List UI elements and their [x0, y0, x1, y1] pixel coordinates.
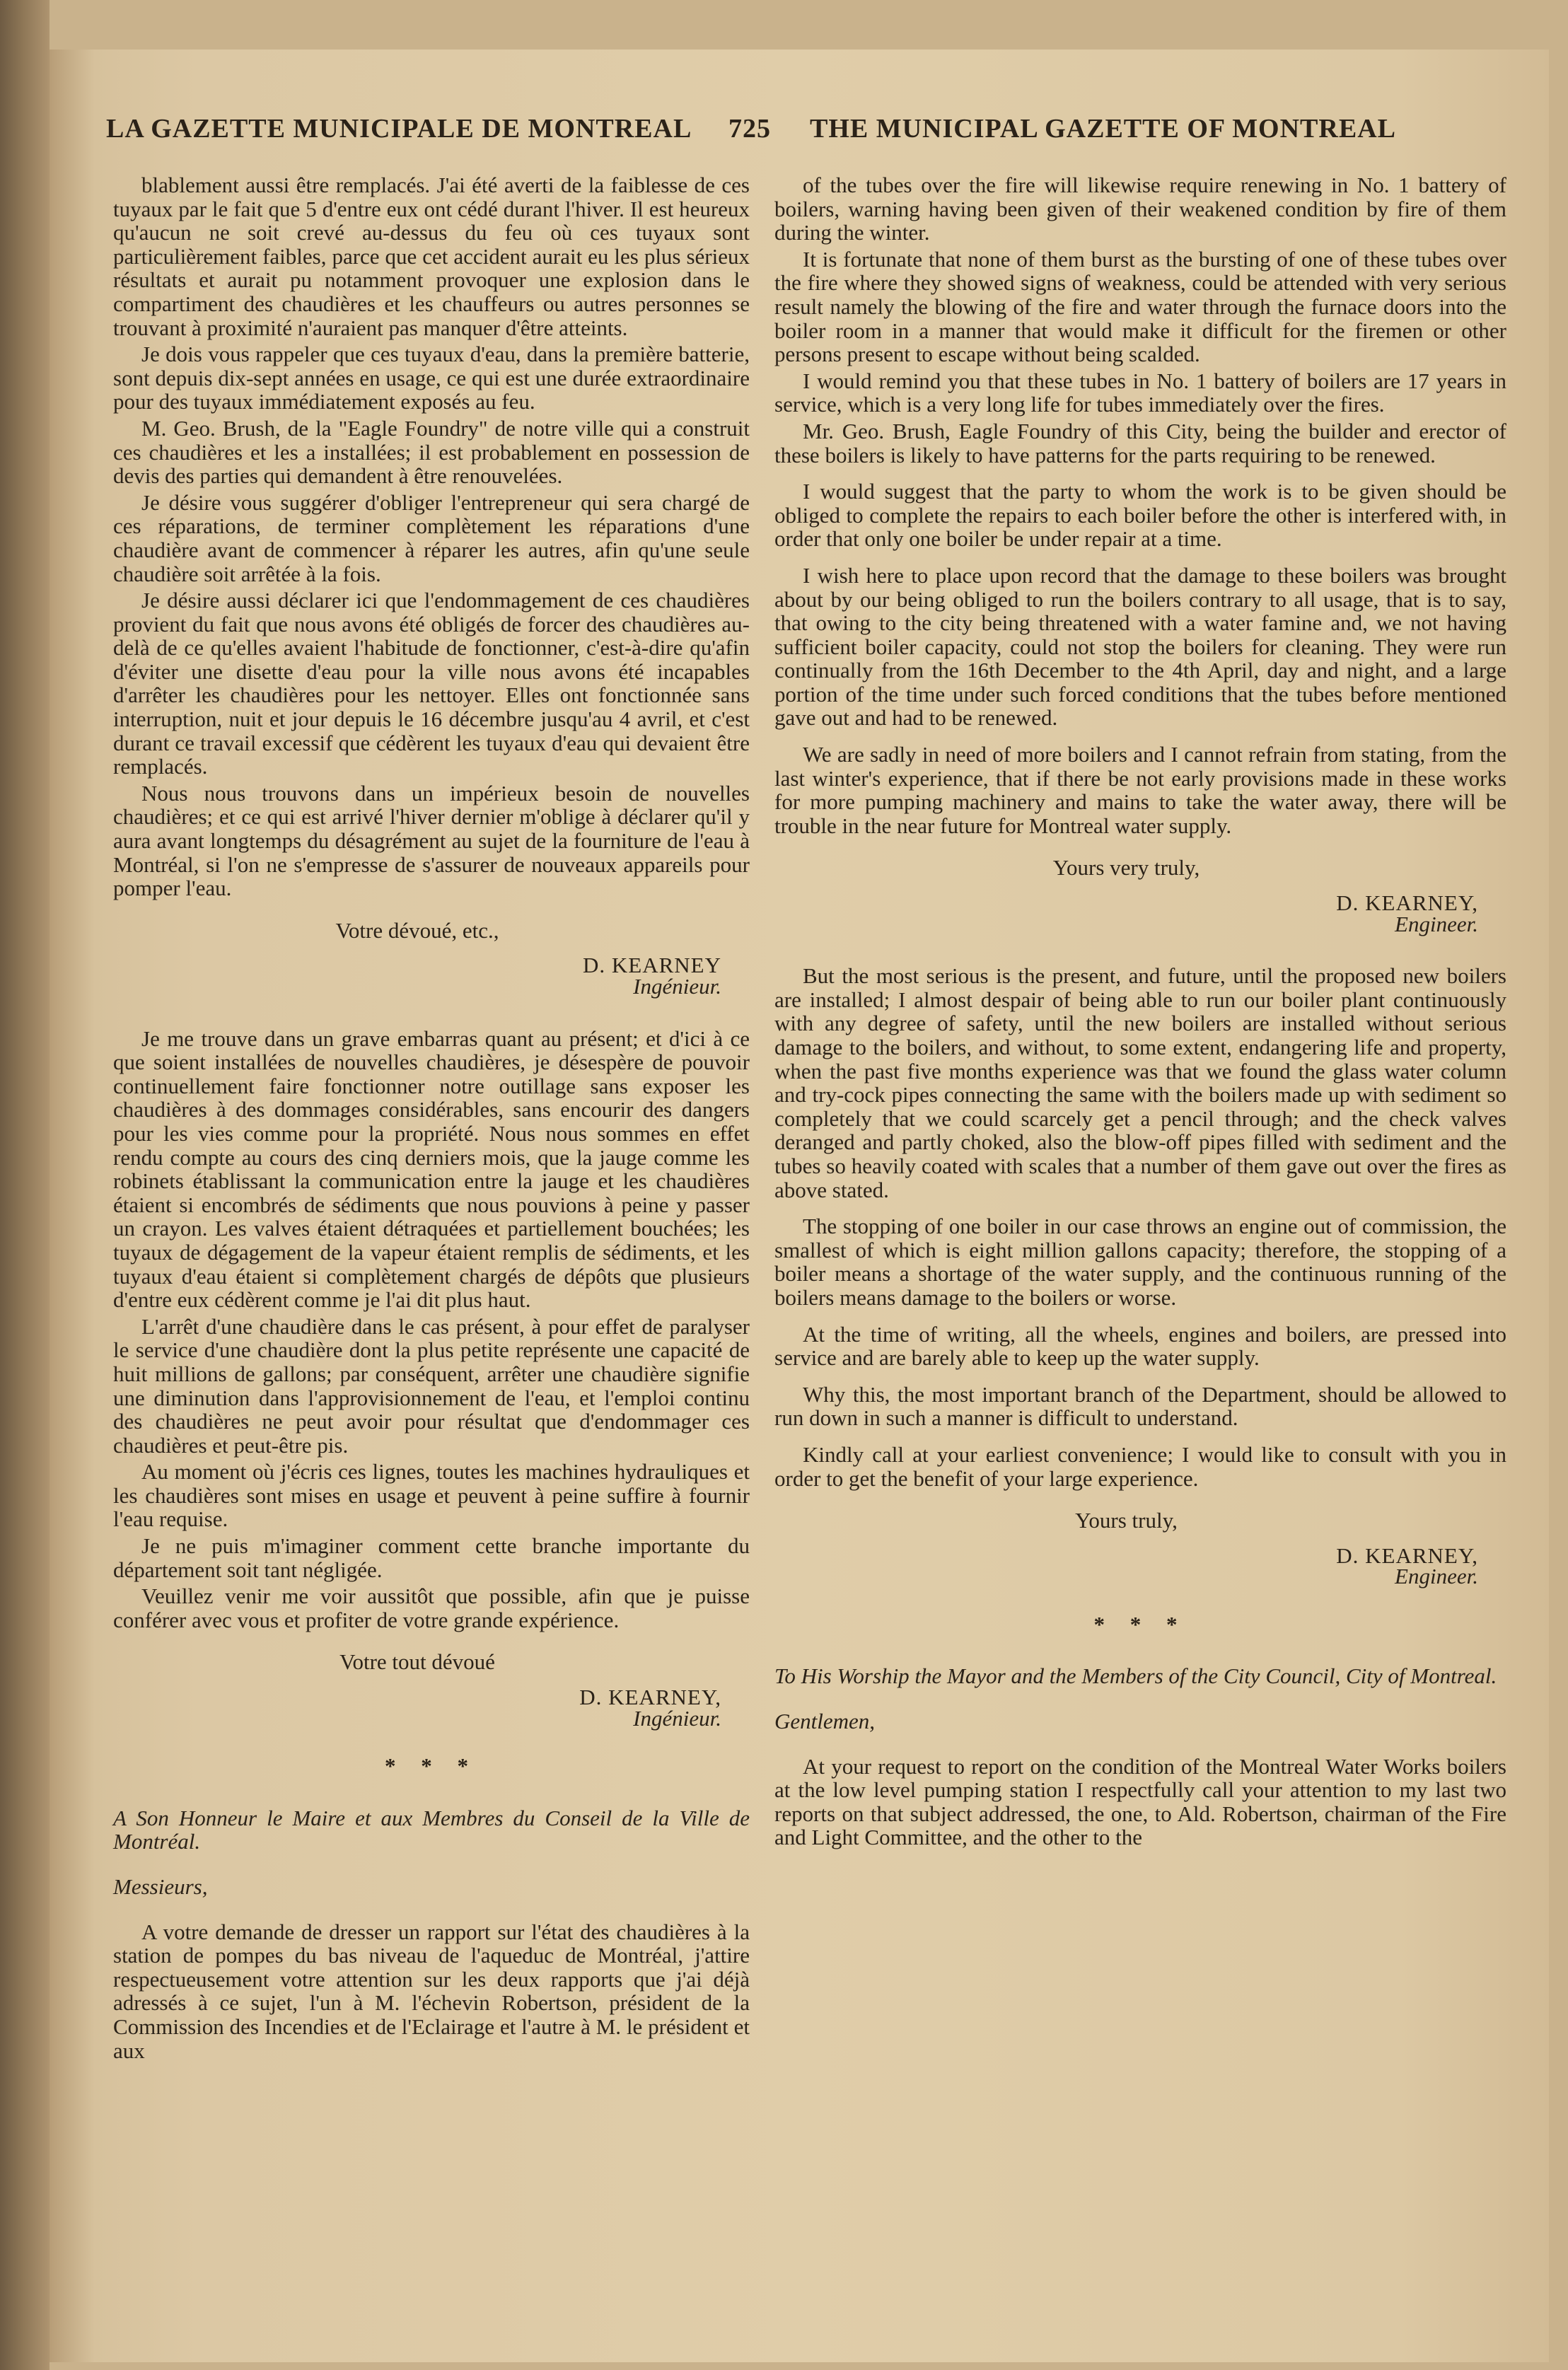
- paragraph: Je me trouve dans un grave embarras quant au présent; et d'ici à ce que soient installées de nouvelles chaudières, je désespère de pouvoir continuellement faire fonctionner notre outillage sans exposer les chaudières à des dommages considérables, sans encourir des dangers pour les vies comme pour la propriété. Nous nous sommes en effet rendu compte au cours des cinq derniers mois, que la jauge comme les robinets établissant la communication entre la jauge et les chaudières étaient si encombrés de sédiments que nous pouvions à peine y passer un crayon. Les valves étaient détraquées et partiellement bouchées; les tuyaux de dégagement de la vapeur étaient remplis de sédiments, et les tuyaux d'eau étaient si complètement chargés de dépôts que plusieurs d'entre eux cédèrent comme je l'ai dit plus haut.: [113, 1026, 750, 1313]
- book-gutter: [0, 0, 50, 2370]
- paragraph: The stopping of one boiler in our case throws an engine out of commission, the smallest of which is eight million gallons capacity; therefore, the stopping of a boiler means a shortage of the water supply, and the continuous running of the boilers means damage to the boilers or worse.: [774, 1214, 1506, 1310]
- paragraph: But the most serious is the present, and future, until the proposed new boilers are installed; I almost despair of being able to run our boiler plant continuously with any degree of safety, until the new boilers are installed without serious damage to the boilers, and without, to some extent, endangering life and property, when the past five months experience was that we found the glass water column and try-cock pipes connecting the same with the boilers made up with sediment so completely that we could scarcely get a pencil through; and the check valves deranged and partly choked, also the blow-off pipes filled with sediment and the tubes so heavily coated with scales that a number of them gave out over the fires as above stated.: [774, 963, 1506, 1202]
- paragraph: At the time of writing, all the wheels, engines and boilers, are pressed into service and are barely able to keep up the water supply.: [774, 1321, 1506, 1371]
- english-column: [774, 173, 1506, 1852]
- signature-name: D. KEARNEY: [583, 953, 721, 978]
- paragraph: Mr. Geo. Brush, Eagle Foundry of this City, being the builder and erector of these boilers is likely to have patterns for the parts requiring to be renewed.: [774, 418, 1506, 467]
- paragraph: A votre demande de dresser un rapport sur l'état des chaudières à la station de pompes du bas niveau de l'aqueduc de Montréal, j'attire respectueusement votre attention sur les deux rapports que j'ai déjà adressés à ce sujet, l'un à M. l'échevin Robertson, président de la Commission des Incendies et de l'Eclairage et l'autre à M. le président et aux: [113, 1919, 750, 2063]
- letter-address: To His Worship the Mayor and the Members of the City Council, City of Montreal.: [774, 1663, 1497, 1689]
- header-title-french: LA GAZETTE MUNICIPALE DE MONTREAL: [106, 114, 692, 144]
- paragraph: We are sadly in need of more boilers and I cannot refrain from stating, from the last winter's experience, that if there be not early provisions made in these works for more pumping machinery and mains to take the water away, there will be trouble in the near future for Montreal water supply.: [774, 742, 1506, 838]
- paragraph: L'arrêt d'une chaudière dans le cas présent, à pour effet de paralyser le service d'une chaudière dont la plus petite représente une capacité de huit millions de gallons; par conséquent, arrêter une chaudière signifie une diminution dans l'approvisionnement de l'eau, et l'emploi continu des chaudières ne peut avoir pour résultat que d'endommager ces chaudières et peut-être pis.: [113, 1313, 750, 1458]
- paragraph: M. Geo. Brush, de la "Eagle Foundry" de notre ville qui a construit ces chaudières et les a installées; il est probablement en possession de devis des parties qui demandent à être renouvelées.: [113, 415, 750, 489]
- paragraph: Je désire aussi déclarer ici que l'endommagement de ces chaudières provient du fait que nous avons été obligés de forcer des chaudières au-delà de ce qu'elles avaient l'habitude de fonctionner, c'est-à-dire qu'afin d'éviter une disette d'eau pour la ville nous avons été incapables d'arrêter les chaudières pour les nettoyer. Elles ont fonctionnée sans interruption, nuit et jour depuis le 16 décembre jusqu'au 4 avril, et c'est durant ce travail excessif que cédèrent les tuyaux d'eau qui devaient être remplacés.: [113, 588, 750, 779]
- closing: Yours truly,: [1075, 1508, 1178, 1533]
- paragraph: Kindly call at your earliest convenience; I would like to consult with you in order to get the benefit of your large experience.: [774, 1441, 1506, 1491]
- section-divider: * * *: [385, 1753, 478, 1779]
- french-column: [113, 173, 750, 2065]
- paragraph: Veuillez venir me voir aussitôt que possible, afin que je puisse conférer avec vous et profiter de votre grande expérience.: [113, 1584, 750, 1632]
- paragraph: of the tubes over the fire will likewise require renewing in No. 1 battery of boilers, warning having been given of their weakened condition by fire of them during the winter.: [774, 173, 1506, 245]
- paragraph: I would suggest that the party to whom the work is to be given should be obliged to complete the repairs to each boiler before the other is interfered with, in order that only one boiler be under repair at a time.: [774, 479, 1506, 552]
- letter-address: A Son Honneur le Maire et aux Membres du Conseil de la Ville de Montréal.: [113, 1805, 750, 1854]
- closing: Votre dévoué, etc.,: [335, 917, 499, 943]
- page-header: [106, 113, 1514, 163]
- signature-title: Engineer.: [1395, 911, 1478, 936]
- signature-title: Engineer.: [1395, 1564, 1478, 1589]
- signature-name: D. KEARNEY,: [579, 1685, 721, 1710]
- paragraph: Nous nous trouvons dans un impérieux besoin de nouvelles chaudières; et ce qui est arrivé l'hiver dernier m'oblige à déclarer qu'il y aura avant longtemps du désagrément au sujet de la fourniture de l'eau à Montréal, si l'on ne s'empresse de s'assurer de nouveaux appareils pour pomper l'eau.: [113, 780, 750, 901]
- closing: Votre tout dévoué: [339, 1649, 495, 1675]
- page-number: 725: [728, 114, 771, 144]
- paragraph: Je désire vous suggérer d'obliger l'entrepreneur qui sera chargé de ces réparations, de terminer complètement les réparations d'une chaudière avant de commencer à réparer les autres, afin qu'une seule chaudière soit arrêtée à la fois.: [113, 489, 750, 586]
- paragraph: Au moment où j'écris ces lignes, toutes les machines hydrauliques et les chaudières sont mises en usage et peuvent à peine suffire à fournir l'eau requise.: [113, 1459, 750, 1532]
- signature-name: D. KEARNEY,: [1336, 1543, 1478, 1568]
- spacer: [774, 936, 1506, 964]
- letter-salutation: Messieurs,: [113, 1874, 208, 1899]
- paragraph: It is fortunate that none of them burst as the bursting of one of these tubes over the fire where they showed signs of weakness, could be attended with very serious result namely the blowing of the fire and water through the furnace doors into the boiler room in a manner that would make it difficult for the firemen or other persons present to escape without being scalded.: [774, 246, 1506, 367]
- signature-title: Ingénieur.: [633, 974, 721, 999]
- paragraph: Why this, the most important branch of the Department, should be allowed to run down in such a manner is difficult to understand.: [774, 1381, 1506, 1431]
- spacer: [113, 999, 750, 1027]
- paragraph: At your request to report on the condition of the Montreal Water Works boilers at the low level pumping station I respectfully call your attention to my last two reports on that subject addressed, the one, to Ald. Robertson, chairman of the Fire and Light Committee, and the other to the: [774, 1753, 1506, 1850]
- header-title-english: THE MUNICIPAL GAZETTE OF MONTREAL: [810, 114, 1396, 144]
- paragraph: Je ne puis m'imaginer comment cette branche importante du département soit tant négligée.: [113, 1533, 750, 1582]
- paragraph: I wish here to place upon record that the damage to these boilers was brought about by our being obliged to run the boilers contrary to all usage, that is to say, that owing to the city being threatened with a water famine and, we not having sufficient boiler capacity, could not stop the boilers for cleaning. They were run continually from the 16th December to the 4th April, day and night, and a large portion of the time under such forced conditions that the tubes before mentioned gave out and had to be renewed.: [774, 562, 1506, 731]
- paragraph: I would remind you that these tubes in No. 1 battery of boilers are 17 years in service, which is a very long life for tubes immediately over the fires.: [774, 368, 1506, 417]
- signature-title: Ingénieur.: [633, 1705, 721, 1731]
- closing: Yours very truly,: [1052, 855, 1200, 881]
- section-divider: * * *: [1093, 1611, 1187, 1637]
- signature-name: D. KEARNEY,: [1336, 890, 1478, 916]
- paragraph: Je dois vous rappeler que ces tuyaux d'eau, dans la première batterie, sont depuis dix-sept années en usage, ce qui est une durée extraordinaire pour des tuyaux immédiatement exposés au feu.: [113, 342, 750, 414]
- letter-salutation: Gentlemen,: [774, 1709, 876, 1734]
- paragraph: blablement aussi être remplacés. J'ai été averti de la faiblesse de ces tuyaux par le fait que 5 d'entre eux ont cédé durant l'hiver. Il est heureux qu'aucun ne soit crevé au-dessus du feu où ces tuyaux sont particulièrement faibles, parce que cet accident aurait eu les plus sérieux résultats et aurait pu notamment provoquer une explosion dans le compartiment des chaudières et les chauffeurs ou autres personnes se trouvant à proximité n'auraient pas manquer d'être atteints.: [113, 173, 750, 340]
